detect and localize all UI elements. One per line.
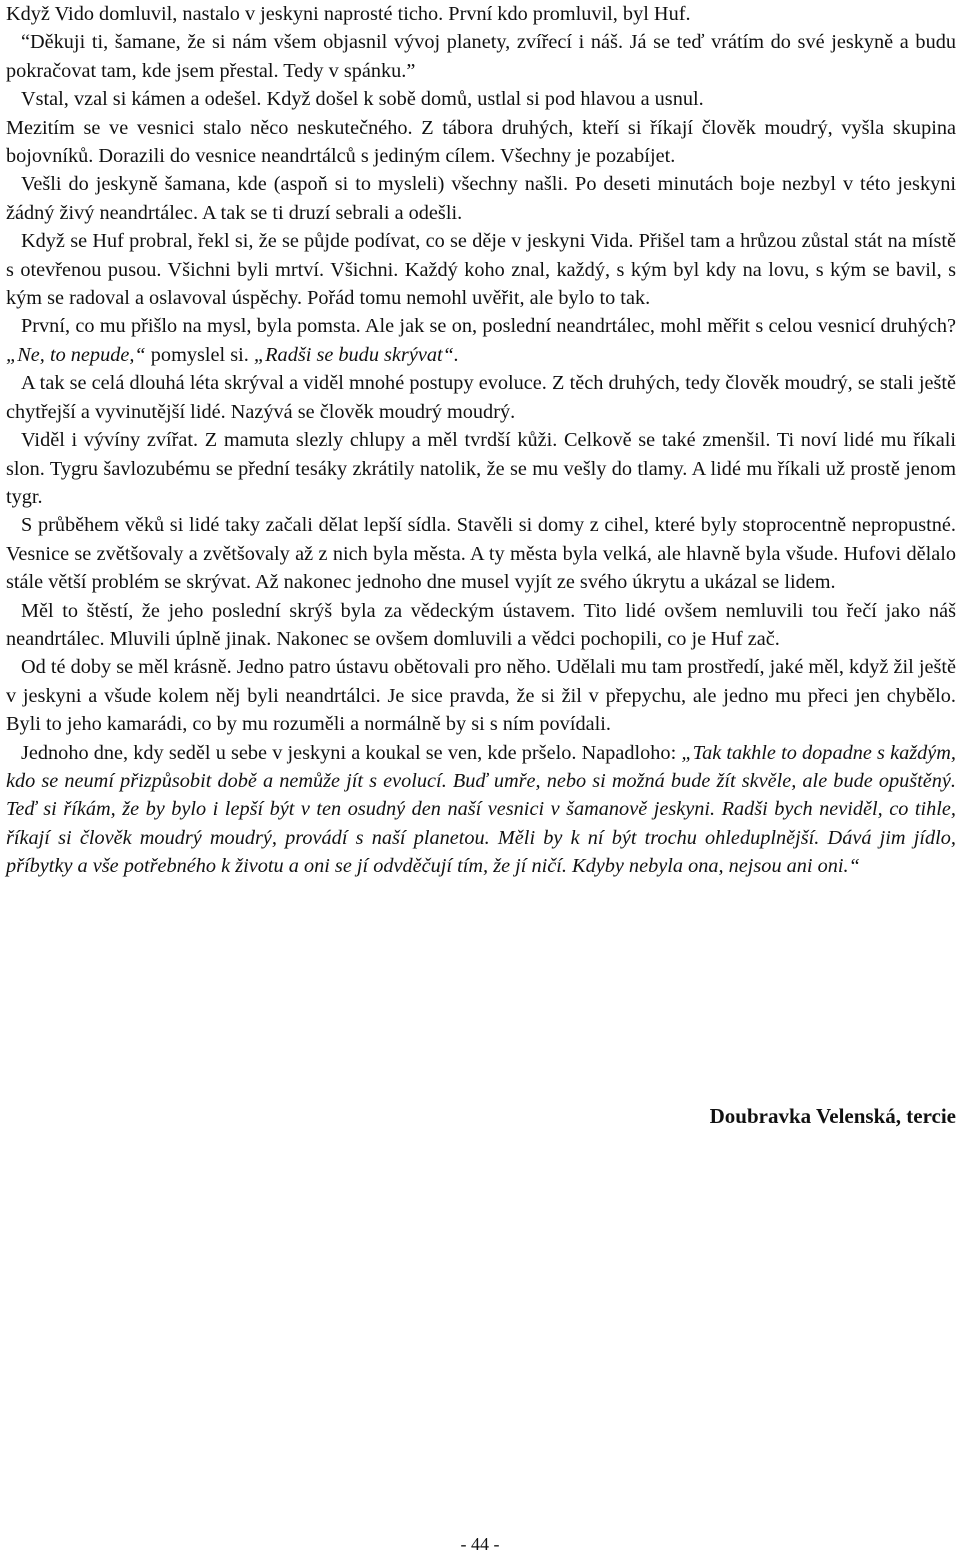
page-number: - 44 - (460, 1534, 500, 1554)
paragraph-text: První, co mu přišlo na mysl, byla pomsta. Ale jak se on, poslední neandrtálec, mohl měřit s celou vesnicí druhých? (21, 315, 956, 338)
paragraph-12 (6, 653, 956, 738)
paragraph-text: Viděl i vývíny zvířat. Z mamuta slezly chlupy a měl tvrdší kůži. Celkově se také zmenšil. Ti noví lidé mu říkali slon. Tygru šavlozubému se přední tesáky zkrátily natolik, že se mu vešly do tlamy. A lidé mu říkali už prostě jenom tygr. (6, 429, 956, 508)
paragraph-1 (6, 0, 956, 28)
quote-text: „Ne, to nepude,“ (6, 343, 146, 366)
paragraph-7 (6, 312, 956, 369)
paragraph-text: Vstal, vzal si kámen a odešel. Když došel k sobě domů, ustlal si pod hlavou a usnul. (21, 88, 704, 111)
paragraph-text: S průběhem věků si lidé taky začali dělat lepší sídla. Stavěli si domy z cihel, které byly stoprocentně nepropustné. Vesnice se zvětšovaly a zvětšovaly až z nich byla města. A ty města byla velká, ale hlavně byla všude. Hufovi dělalo stále větší problém se skrývat. Až nakonec jednoho dne musel vyjít ze svého úkrytu a ukázal se lidem. (6, 514, 956, 594)
quote-text: „Radši se budu skrývat“. (253, 343, 459, 366)
story-text (6, 0, 956, 881)
paragraph-text: “Děkuji ti, šamane, že si nám všem objasnil vývoj planety, zvířecí i náš. Já se teď vrátím do své jeskyně a budu pokračovat tam, kde jsem přestal. Tedy v spánku.” (6, 31, 956, 82)
paragraph-text: Když se Huf probral, řekl si, že se půjde podívat, co se děje v jeskyni Vida. Přišel tam a hrůzou zůstal stát na místě s otevřenou pusou. Všichni byli mrtví. Všichni. Každý koho znal, každý, s kým byl kdy na lovu, s kým se bavil, s kým se radoval a oslavoval úspěchy. Pořád tomu nemohl uvěřit, ale bylo to tak. (6, 230, 956, 310)
paragraph-text: Od té doby se měl krásně. Jedno patro ústavu obětovali pro něho. Udělali mu tam prostředí, jaké měl, když žil ještě v jeskyni a všude kolem něj byli neandrtálci. Je sice pravda, že si žil v přepychu, ale jedno mu přeci jen chybělo. Byli to jeho kamarádi, co by mu rozuměli a normálně by si s ním povídali. (6, 656, 956, 736)
paragraph-2 (6, 28, 956, 85)
quote-text: „Tak takhle to dopadne s každým, kdo se neumí přizpůsobit době a nemůže jít s evolucí. Buď umře, nebo si možná bude žít skvěle, ale bude opuštěný. Teď si říkám, že by bylo i lepší být v ten osudný den naší vesnici v šamanově jeskyni. Radši bych neviděl, co tihle, říkají si člověk moudrý moudrý, provádí s naší planetou. Měli by k ní být trochu ohleduplnější. Dává jim jídlo, příbytky a vše potřebného k životu a oni se jí odvděčují tím, že jí ničí. Kdyby nebyla ona, nejsou ani oni.“ (6, 741, 956, 878)
paragraph-text: pomyslel si. (145, 343, 254, 366)
paragraph-6 (6, 227, 956, 312)
paragraph-5 (6, 170, 956, 227)
paragraph-3 (6, 85, 956, 113)
paragraph-text: Když Vido domluvil, nastalo v jeskyni naprosté ticho. První kdo promluvil, byl Huf. (6, 3, 691, 25)
paragraph-13 (6, 739, 956, 881)
author-signature: Doubravka Velenská, tercie (709, 1104, 956, 1128)
paragraph-11 (6, 597, 956, 654)
paragraph-text: A tak se celá dlouhá léta skrýval a viděl mnohé postupy evoluce. Z těch druhých, tedy člověk moudrý, se stali ještě chytřejší a vyvinutější lidé. Nazývá se člověk moudrý moudrý. (6, 372, 956, 423)
paragraph-text: Měl to štěstí, že jeho poslední skrýš byla za vědeckým ústavem. Tito lidé ovšem nemluvili tou řečí jako náš neandrtálec. Mluvili úplně jinak. Nakonec se ovšem domluvili a vědci pochopili, co je Huf zač. (6, 599, 956, 650)
paragraph-text: Mezitím se ve vesnici stalo něco neskutečného. Z tábora druhých, kteří si říkají člověk moudrý, vyšla skupina bojovníků. Dorazili do vesnice neandrtálců s jediným cílem. Všechny je pozabíjet. (6, 116, 956, 168)
paragraph-4 (6, 114, 956, 171)
paragraph-9 (6, 426, 956, 511)
paragraph-10 (6, 511, 956, 596)
paragraph-8 (6, 369, 956, 426)
paragraph-text: Vešli do jeskyně šamana, kde (aspoň si to mysleli) všechny našli. Po deseti minutách boje nezbyl v této jeskyni žádný živý neandrtálec. A tak se ti druzí sebrali a odešli. (6, 173, 956, 224)
paragraph-text: Jednoho dne, kdy seděl u sebe v jeskyni a koukal se ven, kde pršelo. Napadloho: (21, 741, 682, 764)
